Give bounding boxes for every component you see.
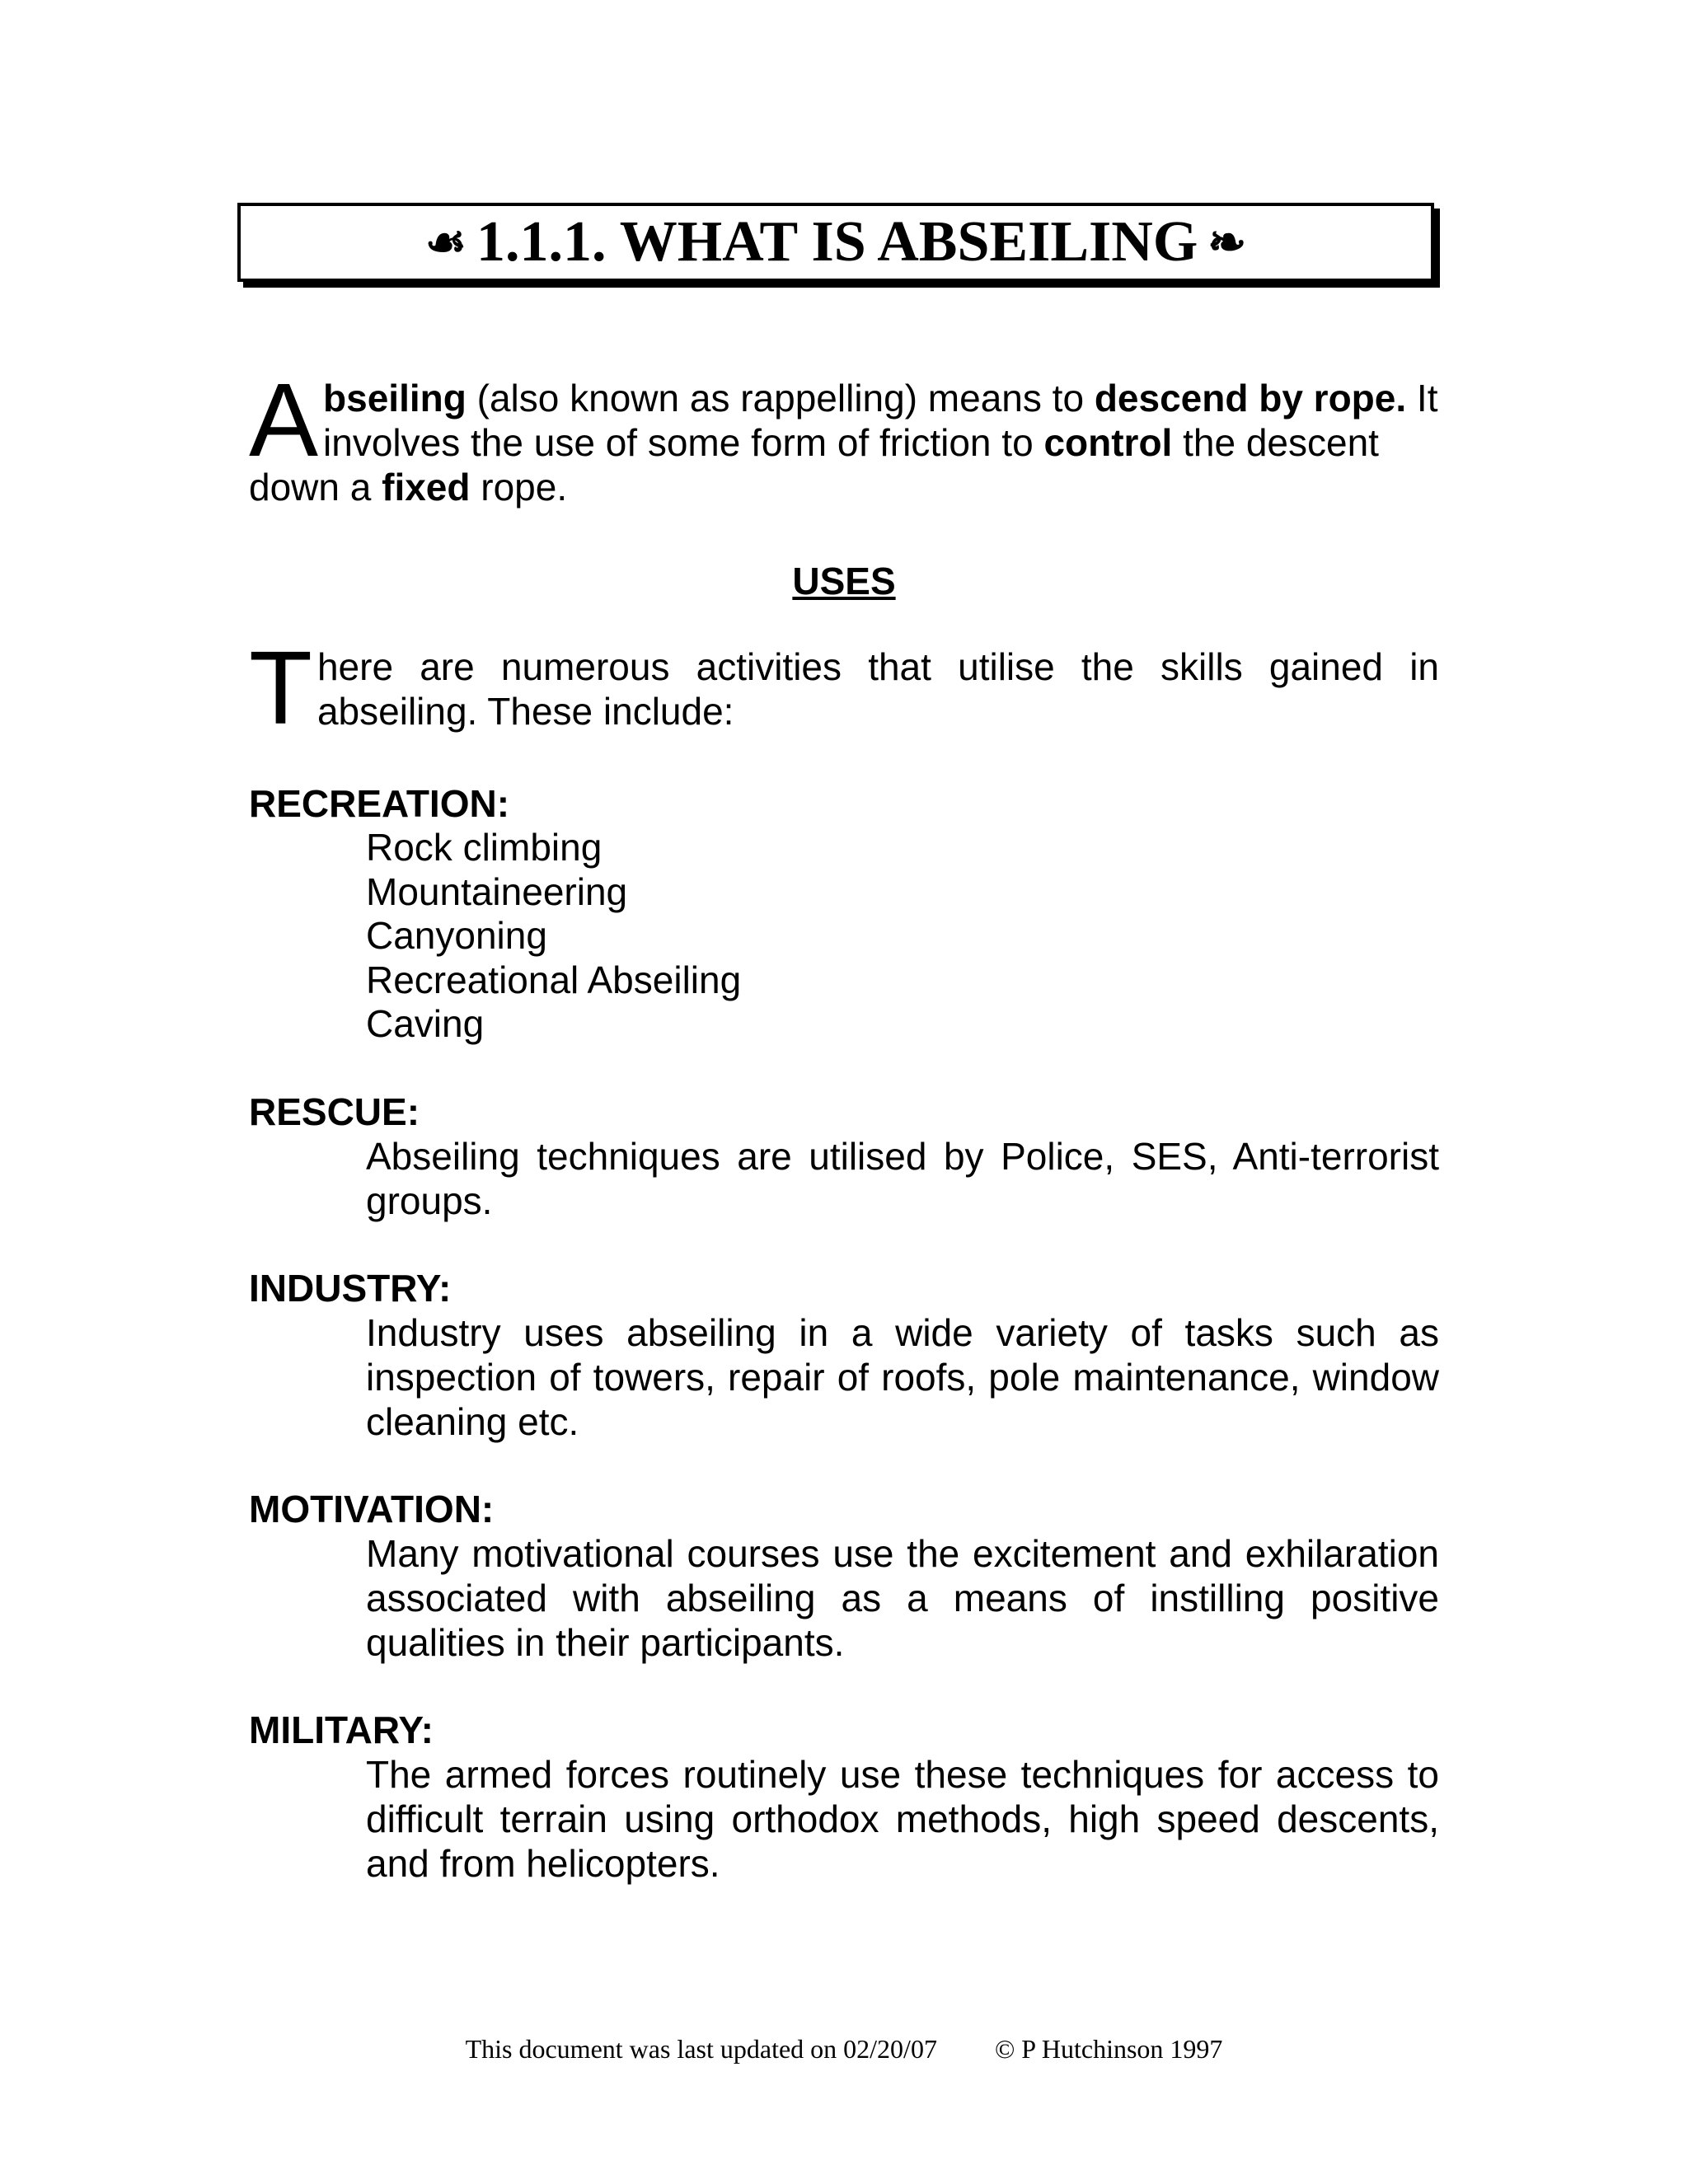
- left-ornament-icon: ☙: [424, 217, 467, 269]
- section-body-rescue: Abseiling techniques are utilised by Police, SES, Anti-terrorist groups.: [366, 1134, 1439, 1222]
- intro-bold-control: control: [1043, 421, 1173, 464]
- section-industry: [249, 1266, 1439, 1444]
- section-recreation: [249, 781, 1439, 1047]
- list-item: Mountaineering: [366, 869, 628, 913]
- section-title-motivation: MOTIVATION:: [249, 1487, 495, 1530]
- intro-bold-descend: descend by rope.: [1094, 377, 1407, 419]
- intro-bold-fixed: fixed: [382, 466, 471, 509]
- section-military: [249, 1708, 1439, 1886]
- page-footer: [0, 2034, 1688, 2064]
- uses-intro-paragraph: [249, 630, 1439, 746]
- intro-drop-cap: A: [249, 362, 319, 478]
- uses-heading: USES: [792, 560, 896, 602]
- list-item: Rock climbing: [366, 826, 603, 869]
- section-motivation: [249, 1487, 1439, 1665]
- section-title-industry: INDUSTRY:: [249, 1266, 452, 1310]
- uses-sections: [249, 781, 1439, 1929]
- page-title-box: [237, 203, 1434, 282]
- intro-bold-abseiling: bseiling: [323, 377, 467, 419]
- section-title-rescue: RESCUE:: [249, 1090, 420, 1133]
- list-item: Canyoning: [366, 914, 547, 957]
- recreation-list: [366, 826, 1439, 1047]
- section-rescue: [249, 1090, 1439, 1223]
- section-title-recreation: RECREATION:: [249, 782, 510, 825]
- section-body-military: The armed forces routinely use these techniques for access to difficult terrain using orthodox methods, high speed descents, and from helicopters.: [366, 1752, 1439, 1885]
- uses-intro-text: here are numerous activities that utilise the skills gained in abseiling. These include:: [316, 645, 1439, 733]
- page-title: 1.1.1. WHAT IS ABSEILING: [476, 210, 1198, 274]
- intro-text-3: the descent down a: [249, 421, 1379, 509]
- section-body-motivation: Many motivational courses use the excitement and exhilaration associated with abseiling as a means of instilling positive qualities in their participants.: [366, 1531, 1439, 1664]
- list-item: Caving: [366, 1002, 485, 1045]
- intro-text-1: (also known as rappelling) means to: [466, 377, 1095, 419]
- section-title-military: MILITARY:: [249, 1708, 434, 1751]
- list-item: Recreational Abseiling: [366, 958, 742, 1001]
- uses-drop-cap: T: [249, 630, 312, 746]
- footer-copyright: © P Hutchinson 1997: [994, 2034, 1223, 2064]
- intro-text-2: It involves the use of some form of friction to: [323, 377, 1438, 464]
- section-body-industry: Industry uses abseiling in a wide variety of tasks such as inspection of towers, repair of roofs, pole maintenance, window cleaning etc.: [366, 1310, 1439, 1443]
- footer-updated: This document was last updated on 02/20/07: [465, 2034, 937, 2064]
- intro-text-4: rope.: [470, 466, 568, 509]
- intro-paragraph: [249, 362, 1439, 509]
- right-ornament-icon: ❧: [1207, 217, 1247, 269]
